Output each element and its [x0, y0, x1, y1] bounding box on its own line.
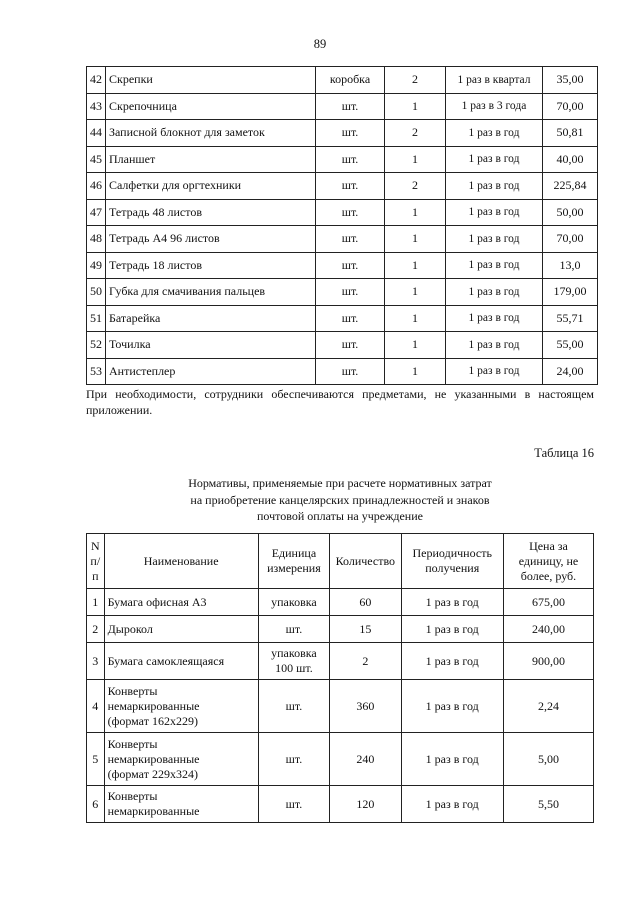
cell-number: 6 — [87, 786, 105, 823]
cell-period: 1 раз в год — [401, 616, 503, 643]
cell-number: 5 — [87, 733, 105, 786]
cell-quantity: 120 — [330, 786, 401, 823]
table-row — [87, 199, 598, 226]
supplies-table-continued — [86, 66, 598, 385]
cell-unit: шт. — [258, 616, 329, 643]
cell-quantity: 1 — [385, 305, 446, 332]
cell-quantity: 60 — [330, 589, 401, 616]
cell-unit: шт. — [316, 332, 385, 359]
cell-price: 55,71 — [543, 305, 598, 332]
table-label: Таблица 16 — [534, 446, 594, 460]
cell-period: 1 раз в год — [446, 173, 543, 200]
cell-period: 1 раз в 3 года — [446, 93, 543, 120]
cell-name: Салфетки для оргтехники — [106, 173, 316, 200]
cell-name: Конверты немаркированные (формат 229х324) — [104, 733, 258, 786]
page-number: 89 — [313, 37, 327, 51]
cell-number: 43 — [87, 93, 106, 120]
cell-name: Бумага самоклеящаяся — [104, 643, 258, 680]
cell-number: 53 — [87, 358, 106, 385]
cell-quantity: 360 — [330, 680, 401, 733]
cell-price: 55,00 — [543, 332, 598, 359]
cell-unit: шт. — [316, 305, 385, 332]
cell-period: 1 раз в год — [446, 358, 543, 385]
cell-price: 2,24 — [503, 680, 593, 733]
cell-number: 2 — [87, 616, 105, 643]
cell-name: Планшет — [106, 146, 316, 173]
cell-period: 1 раз в год — [401, 680, 503, 733]
header-price: Цена за единицу, не более, руб. — [503, 534, 593, 589]
cell-quantity: 1 — [385, 279, 446, 306]
cell-number: 46 — [87, 173, 106, 200]
header-unit: Единица измерения — [258, 534, 329, 589]
cell-period: 1 раз в год — [446, 279, 543, 306]
cell-quantity: 240 — [330, 733, 401, 786]
table-row — [87, 226, 598, 253]
cell-unit: шт. — [316, 358, 385, 385]
cell-quantity: 2 — [330, 643, 401, 680]
caption-line: Нормативы, применяемые при расчете нормативных затрат — [188, 476, 492, 490]
cell-price: 50,81 — [543, 120, 598, 147]
cell-price: 35,00 — [543, 67, 598, 94]
caption-line: на приобретение канцелярских принадлежностей и знаков — [190, 492, 490, 507]
table-row — [87, 305, 598, 332]
cell-number: 42 — [87, 67, 106, 94]
table-row — [87, 120, 598, 147]
cell-unit: шт. — [258, 786, 329, 823]
cell-number: 52 — [87, 332, 106, 359]
cell-period: 1 раз в год — [401, 643, 503, 680]
cell-number: 45 — [87, 146, 106, 173]
cell-price: 179,00 — [543, 279, 598, 306]
cell-price: 70,00 — [543, 226, 598, 253]
caption-line: почтовой оплаты на учреждение — [257, 509, 423, 523]
cell-quantity: 1 — [385, 332, 446, 359]
cell-quantity: 2 — [385, 67, 446, 94]
cell-number: 4 — [87, 680, 105, 733]
cell-price: 50,00 — [543, 199, 598, 226]
note-paragraph: При необходимости, сотрудники обеспечиваются предметами, не указанными в настоящем приложении. — [86, 387, 594, 417]
table-row — [87, 616, 594, 643]
cell-price: 5,50 — [503, 786, 593, 823]
table-row — [87, 93, 598, 120]
cell-period: 1 раз в год — [446, 199, 543, 226]
cell-name: Записной блокнот для заметок — [106, 120, 316, 147]
cell-price: 5,00 — [503, 733, 593, 786]
cell-name: Тетрадь А4 96 листов — [106, 226, 316, 253]
cell-price: 40,00 — [543, 146, 598, 173]
header-name: Наименование — [104, 534, 258, 589]
cell-name: Губка для смачивания пальцев — [106, 279, 316, 306]
cell-period: 1 раз в год — [446, 120, 543, 147]
cell-quantity: 1 — [385, 93, 446, 120]
cell-unit: шт. — [316, 93, 385, 120]
cell-name: Антистеплер — [106, 358, 316, 385]
cell-period: 1 раз в год — [401, 589, 503, 616]
table-row — [87, 332, 598, 359]
cell-name: Бумага офисная А3 — [104, 589, 258, 616]
cell-price: 24,00 — [543, 358, 598, 385]
cell-price: 225,84 — [543, 173, 598, 200]
cell-number: 3 — [87, 643, 105, 680]
table-row — [87, 146, 598, 173]
cell-number: 1 — [87, 589, 105, 616]
cell-unit: шт. — [316, 146, 385, 173]
header-period: Периодичность получения — [401, 534, 503, 589]
table-row — [87, 589, 594, 616]
cell-name: Скрепочница — [106, 93, 316, 120]
header-row — [87, 534, 594, 589]
cell-period: 1 раз в квартал — [446, 67, 543, 94]
cell-price: 240,00 — [503, 616, 593, 643]
table-row — [87, 279, 598, 306]
cell-number: 44 — [87, 120, 106, 147]
cell-name: Тетрадь 48 листов — [106, 199, 316, 226]
header-number: N п/ п — [87, 534, 105, 589]
cell-number: 51 — [87, 305, 106, 332]
table-row — [87, 643, 594, 680]
cell-quantity: 1 — [385, 199, 446, 226]
table-row — [87, 786, 594, 823]
cell-quantity: 15 — [330, 616, 401, 643]
cell-unit: шт. — [258, 680, 329, 733]
cell-unit: упаковка 100 шт. — [258, 643, 329, 680]
stationery-norms-table — [86, 533, 594, 823]
cell-quantity: 2 — [385, 120, 446, 147]
cell-period: 1 раз в год — [401, 733, 503, 786]
cell-period: 1 раз в год — [446, 332, 543, 359]
cell-name: Батарейка — [106, 305, 316, 332]
cell-period: 1 раз в год — [446, 305, 543, 332]
table-caption — [86, 475, 594, 525]
cell-name: Конверты немаркированные (формат 162х229) — [104, 680, 258, 733]
cell-price: 13,0 — [543, 252, 598, 279]
cell-unit: шт. — [316, 120, 385, 147]
cell-number: 50 — [87, 279, 106, 306]
cell-price: 70,00 — [543, 93, 598, 120]
cell-quantity: 1 — [385, 358, 446, 385]
cell-quantity: 1 — [385, 252, 446, 279]
cell-period: 1 раз в год — [446, 252, 543, 279]
cell-unit: шт. — [316, 173, 385, 200]
cell-quantity: 2 — [385, 173, 446, 200]
cell-name: Точилка — [106, 332, 316, 359]
cell-unit: коробка — [316, 67, 385, 94]
table-row — [87, 733, 594, 786]
cell-price: 900,00 — [503, 643, 593, 680]
cell-number: 49 — [87, 252, 106, 279]
cell-unit: шт. — [316, 199, 385, 226]
cell-quantity: 1 — [385, 226, 446, 253]
cell-number: 48 — [87, 226, 106, 253]
cell-period: 1 раз в год — [446, 226, 543, 253]
cell-number: 47 — [87, 199, 106, 226]
table-row — [87, 358, 598, 385]
cell-period: 1 раз в год — [401, 786, 503, 823]
cell-period: 1 раз в год — [446, 146, 543, 173]
cell-name: Конверты немаркированные — [104, 786, 258, 823]
table-row — [87, 173, 598, 200]
table-row — [87, 680, 594, 733]
cell-unit: шт. — [258, 733, 329, 786]
cell-name: Тетрадь 18 листов — [106, 252, 316, 279]
cell-unit: шт. — [316, 226, 385, 253]
cell-name: Скрепки — [106, 67, 316, 94]
cell-unit: упаковка — [258, 589, 329, 616]
cell-unit: шт. — [316, 252, 385, 279]
table-row — [87, 252, 598, 279]
cell-name: Дырокол — [104, 616, 258, 643]
header-quantity: Количество — [330, 534, 401, 589]
table-row — [87, 67, 598, 94]
cell-unit: шт. — [316, 279, 385, 306]
cell-price: 675,00 — [503, 589, 593, 616]
cell-quantity: 1 — [385, 146, 446, 173]
